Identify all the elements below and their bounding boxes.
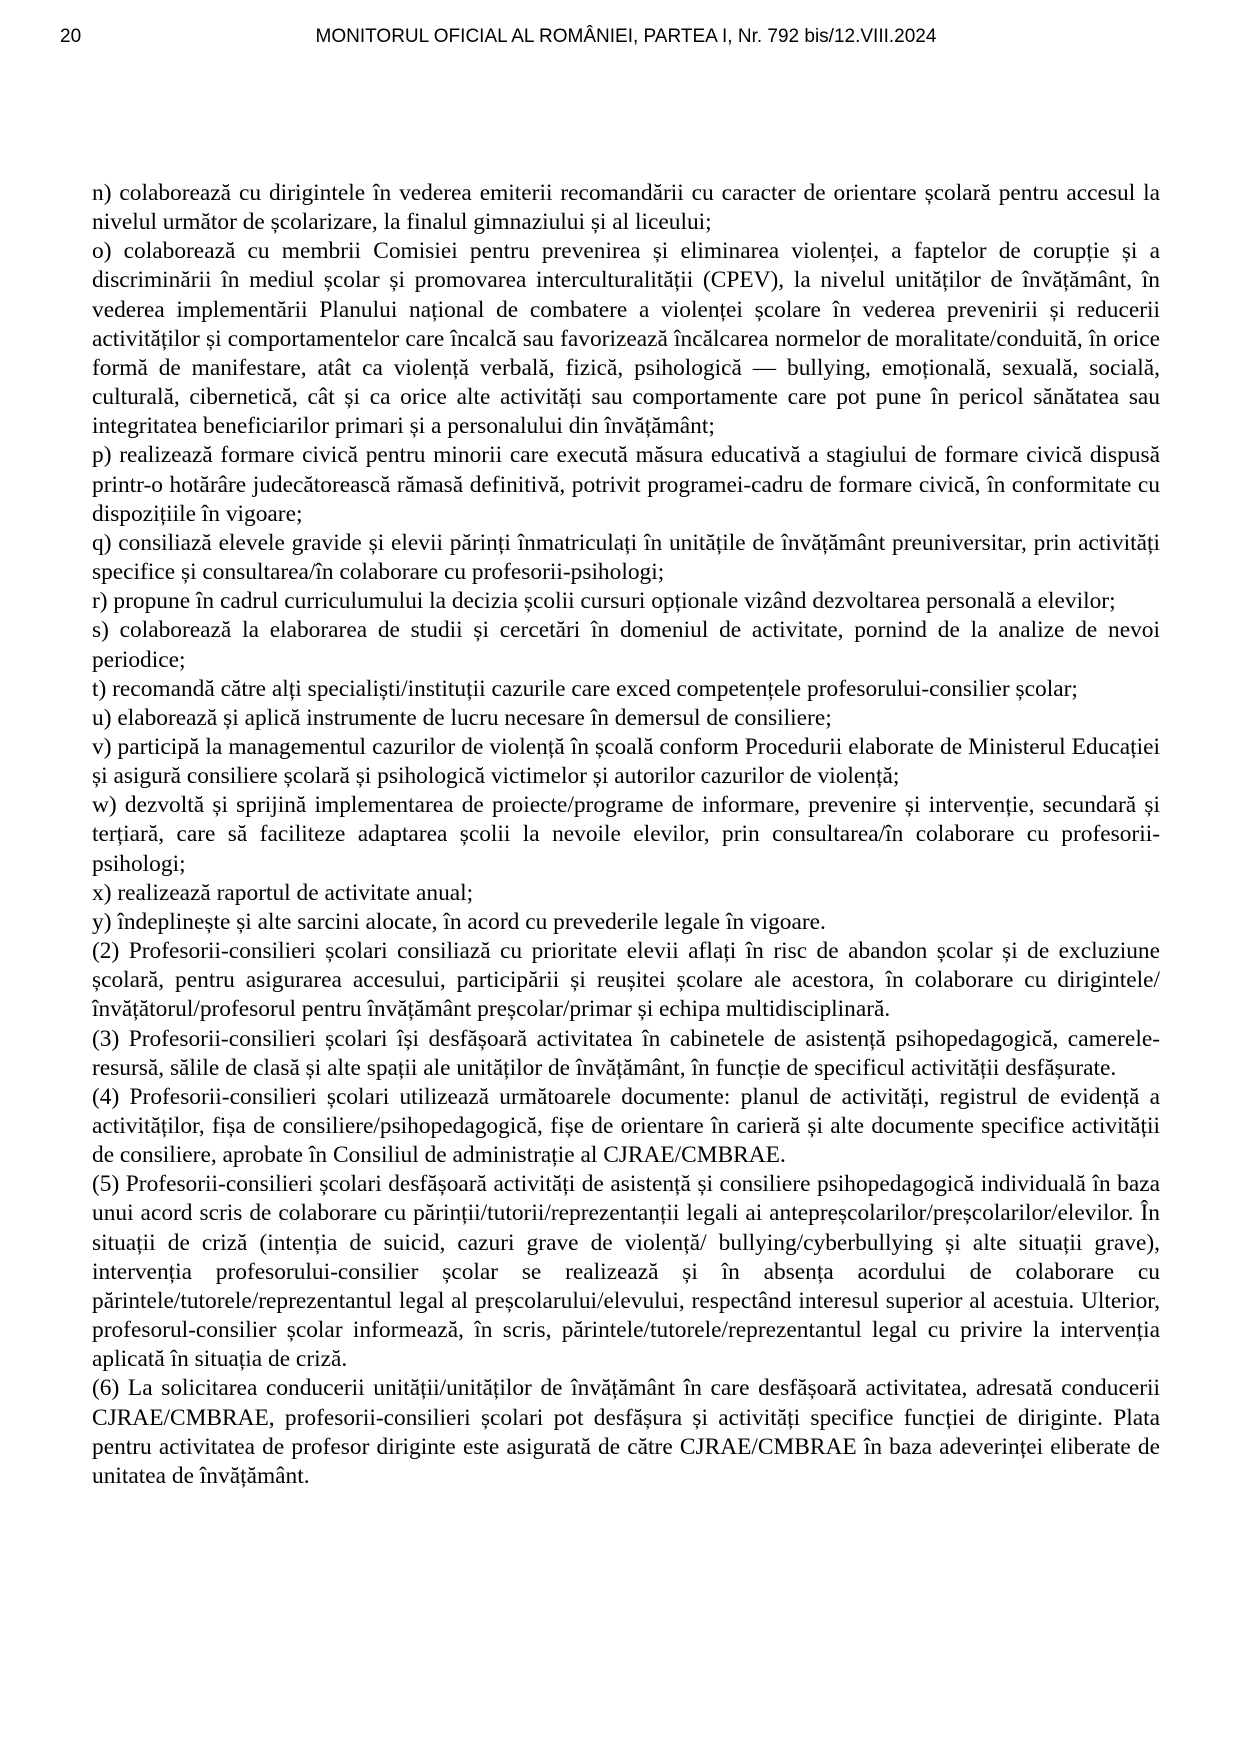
paragraph-w: w) dezvoltă și sprijină implementarea de proiecte/programe de informare, prevenire și intervenție, secundară și terțiară, care să faciliteze adaptarea școlii la nevoile elevilor, prin consultarea/în colaborare cu profesorii-psihologi;: [92, 792, 1160, 877]
paragraph-2: (2) Profesorii-consilieri școlari consiliază cu prioritate elevii aflați în risc de abandon școlar și de excluziune școlară, pentru asigurarea accesului, participării și reușitei școlare ale acestora, în colaborare cu dirigintele/învățătorul/profesorul pentru învățământ preșcolar/primar și echipa multidisciplinară.: [92, 938, 1160, 1023]
paragraph-n: n) colaborează cu dirigintele în vederea emiterii recomandării cu caracter de orientare școlară pentru accesul la nivelul următor de școlarizare, la finalul gimnaziului și al liceului;: [92, 180, 1160, 236]
paragraph-o: o) colaborează cu membrii Comisiei pentru prevenirea și eliminarea violenței, a faptelor de corupție și a discriminării în mediul școlar și promovarea interculturalității (CPEV), la nivelul unităților de învățământ, în vederea implementării Planului național de combatere a violenței școlare în vederea prevenirii și reducerii activităților și comportamentelor care încalcă sau favorizează încălcarea normelor de moralitate/conduită, în orice formă de manifestare, atât ca violență verbală, fizică, psihologică — bullying, emoțională, sexuală, socială, culturală, cibernetică, cât și ca orice alte activități sau comportamente care pot pune în pericol sănătatea sau integritatea beneficiarilor primari și a personalului din învățământ;: [92, 238, 1160, 440]
paragraph-p: p) realizează formare civică pentru minorii care execută măsura educativă a stagiului de formare civică dispusă printr-o hotărâre judecătorească rămasă definitivă, potrivit programei-cadru de formare civică, în conformitate cu dispozițiile în vigoare;: [92, 442, 1160, 527]
page-number: 20: [60, 26, 82, 47]
paragraph-t: t) recomandă către alți specialiști/instituții cazurile care exced competențele profesorului-consilier școlar;: [92, 675, 1078, 702]
paragraph-s: s) colaborează la elaborarea de studii și cercetări în domeniul de activitate, pornind de la analize de nevoi periodice;: [92, 617, 1160, 673]
paragraph-4: (4) Profesorii-consilieri școlari utilizează următoarele documente: planul de activități, registrul de evidență a activităților, fișa de consiliere/psihopedagogică, fișe de orientare în carieră și alte documente specifice activității de consiliere, aprobate în Consiliul de administrație al CJRAE/CMBRAE.: [92, 1083, 1160, 1169]
paragraph-6: (6) La solicitarea conducerii unității/unităților de învățământ în care desfășoară activitatea, adresată conducerii CJRAE/CMBRAE, profesorii-consilieri școlari pot desfășura și activități specifice funcției de diriginte. Plata pentru activitatea de profesor diriginte este asigurată de către CJRAE/CMBRAE în baza adeverinței eliberate de unitatea de învățământ.: [92, 1375, 1160, 1489]
paragraph-q: q) consiliază elevele gravide și elevii părinți înmatriculați în unitățile de învățământ preuniversitar, prin activități specifice și consultarea/în colaborare cu profesorii-psihologi;: [92, 529, 1160, 586]
paragraph-x: x) realizează raportul de activitate anual;: [92, 879, 474, 906]
paragraph-u: u) elaborează și aplică instrumente de lucru necesare în demersul de consiliere;: [92, 704, 832, 731]
paragraph-y: y) îndeplinește și alte sarcini alocate, în acord cu prevederile legale în vigoare.: [92, 908, 826, 935]
paragraph-5: (5) Profesorii-consilieri școlari desfășoară activități de asistență și consiliere psihopedagogică individuală în baza unui acord scris de colaborare cu părinții/tutorii/reprezentanții legali ai antepreșcolarilor/preșcolarilor/elevilor. În situații de criză (intenția de suicid, cazuri grave de violență/ bullying/cyberbullying și alte situații grave), intervenția profesorului-consilier școlar se realizează și în absența acordului de colaborare cu părintele/tutorele/reprezentantul legal al preșcolarului/elevului, respectând interesul superior al acestuia. Ulterior, profesorul-consilier școlar informează, în scris, părintele/tutorele/reprezentantul legal cu privire la intervenția aplicată în situația de criză.: [92, 1171, 1160, 1373]
document-body: [92, 179, 1160, 1491]
publication-header: MONITORUL OFICIAL AL ROMÂNIEI, PARTEA I, Nr. 792 bis/12.VIII.2024: [315, 26, 937, 47]
paragraph-r: r) propune în cadrul curriculumului la decizia școlii cursuri opționale vizând dezvoltarea personală a elevilor;: [92, 588, 1116, 615]
paragraph-v: v) participă la managementul cazurilor de violență în școală conform Procedurii elaborate de Ministerul Educației și asigură consiliere școlară și psihologică victimelor și autorilor cazurilor de violență;: [92, 733, 1160, 790]
paragraph-3: (3) Profesorii-consilieri școlari își desfășoară activitatea în cabinetele de asistență psihopedagogică, camerele-resursă, sălile de clasă și alte spații ale unităților de învățământ, în funcție de specificul activității desfășurate.: [92, 1025, 1160, 1081]
